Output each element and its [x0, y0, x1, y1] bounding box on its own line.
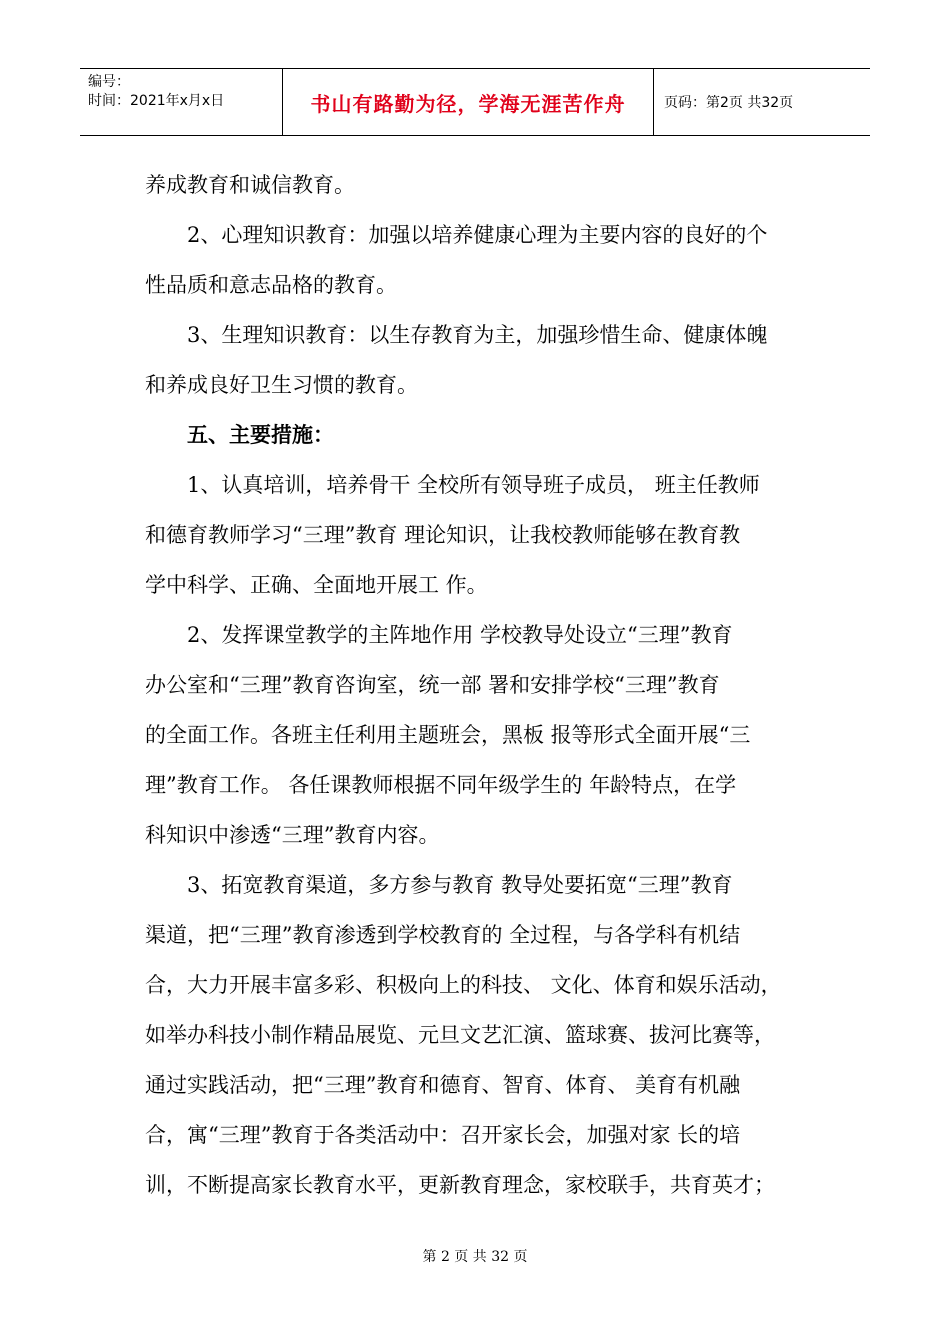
text-line: 的全面工作。各班主任利用主题班会，黑板 报等形式全面开展“三: [145, 723, 751, 747]
text-line: 科知识中渗透“三理”教育内容。: [145, 823, 440, 847]
section-heading: 五、主要措施：: [187, 422, 334, 447]
page-footer: 第 2 页 共 32 页: [422, 1249, 528, 1265]
text-line: 渠道，把“三理”教育渗透到学校教育的 全过程，与各学科有机结: [145, 923, 741, 947]
text-line: 3、生理知识教育：以生存教育为主，加强珍惜生命、健康体魄: [187, 323, 768, 347]
text-line: 如举办科技小制作精品展览、元旦文艺汇演、篮球赛、拔河比赛等，: [145, 1023, 775, 1047]
text-line: 2、发挥课堂教学的主阵地作用 学校教导处设立“三理”教育: [187, 623, 733, 647]
text-line: 理”教育工作。 各任课教师根据不同年级学生的 年龄特点，在学: [145, 773, 737, 797]
text-line: 通过实践活动，把“三理”教育和德育、智育、体育、 美育有机融: [145, 1073, 741, 1097]
text-line: 合，寓“三理”教育于各类活动中：召开家长会，加强对家 长的培: [145, 1123, 741, 1147]
text-line: 3、拓宽教育渠道，多方参与教育 教导处要拓宽“三理”教育: [187, 873, 733, 897]
header-meta-cell: [80, 69, 283, 135]
text-line: 和德育教师学习“三理”教育 理论知识，让我校教师能够在教育教: [145, 523, 741, 547]
document-body: [145, 160, 815, 1210]
text-line: 1、认真培训，培养骨干 全校所有领导班子成员， 班主任教师: [187, 473, 760, 497]
text-line: 性品质和意志品格的教育。: [145, 273, 397, 297]
header-motto: 书山有路勤为径，学海无涯苦作舟: [283, 69, 654, 135]
text-line: 和养成良好卫生习惯的教育。: [145, 373, 418, 397]
document-date: 时间：2021年x月x日: [88, 93, 225, 109]
text-line: 合，大力开展丰富多彩、积极向上的科技、 文化、体育和娱乐活动，: [145, 973, 782, 997]
header-table: [80, 68, 870, 136]
text-line: 2、心理知识教育：加强以培养健康心理为主要内容的良好的个: [187, 223, 768, 247]
text-line: 办公室和“三理”教育咨询室，统一部 署和安排学校“三理”教育: [145, 673, 720, 697]
document-number: 编号：: [88, 74, 130, 90]
text-line: 训，不断提高家长教育水平，更新教育理念，家校联手，共育英才；: [145, 1173, 775, 1197]
text-line: 学中科学、正确、全面地开展工 作。: [145, 573, 488, 597]
header-page-info: 页码：第2页 共32页: [664, 95, 794, 111]
text-line: 养成教育和诚信教育。: [145, 173, 355, 197]
